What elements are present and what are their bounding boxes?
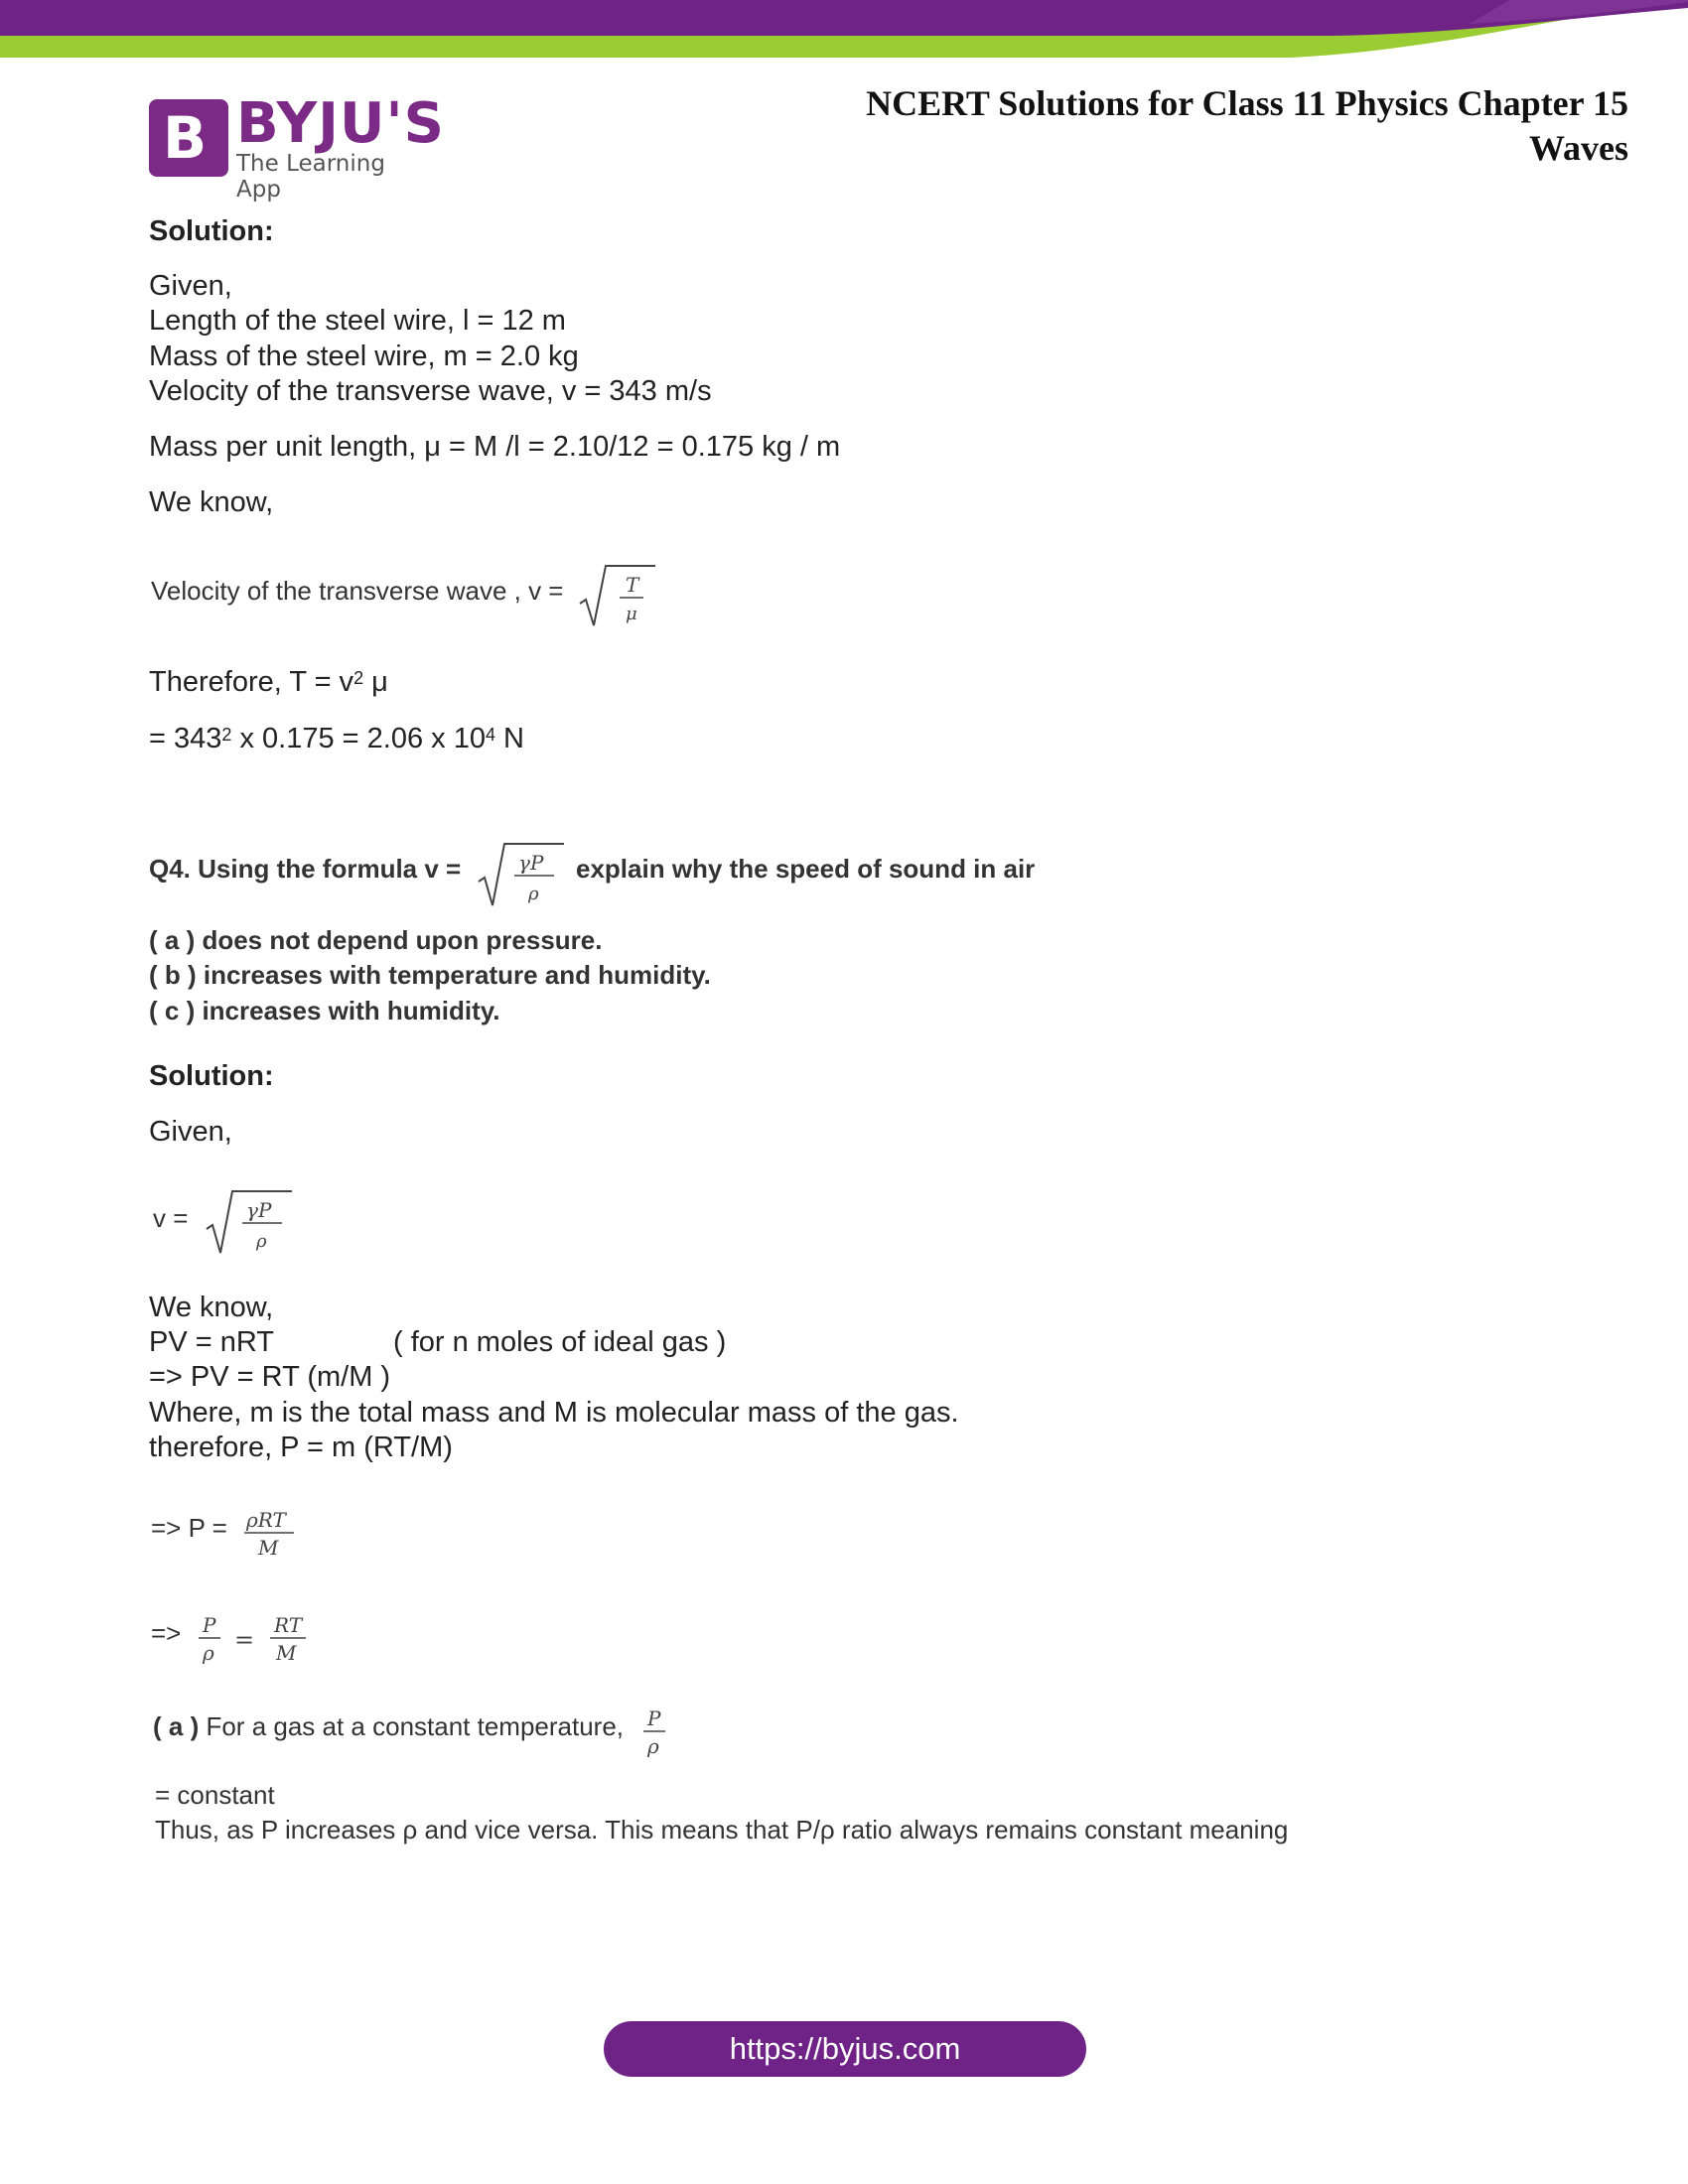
- given-length: Length of the steel wire, l = 12 m: [149, 305, 566, 337]
- explanation-text: Thus, as P increases ρ and vice versa. This means that P/ρ ratio always remains constant meaning: [155, 1815, 1289, 1844]
- logo-tagline: The Learning App: [236, 151, 385, 203]
- tension-relation-tail: μ: [363, 666, 388, 698]
- tension-relation-text: Therefore, T = v: [149, 666, 354, 698]
- ideal-gas-law-mass-form: => PV = RT (m/M ): [149, 1361, 391, 1393]
- rho-rt-over-m-fraction: [242, 1503, 312, 1563]
- svg-text:μ: μ: [626, 604, 637, 624]
- ideal-gas-law-equation: PV = nRT: [149, 1326, 274, 1358]
- tension-calculation: [149, 722, 524, 756]
- svg-text:ρ: ρ: [647, 1734, 659, 1758]
- part-a-answer: [149, 1702, 745, 1761]
- given-label: Given,: [149, 270, 232, 302]
- p-over-rho-fraction: [637, 1702, 677, 1761]
- ratio-formula: [149, 1608, 367, 1668]
- logo-badge-letter: B: [163, 104, 208, 172]
- svg-text:ρ: ρ: [528, 884, 539, 904]
- given-velocity: Velocity of the transverse wave, v = 343 m/s: [149, 375, 712, 407]
- given-velocity-formula: [149, 1187, 348, 1259]
- ideal-gas-law: [149, 1325, 726, 1360]
- mass-definition: Where, m is the total mass and M is molecular mass of the gas.: [149, 1397, 959, 1429]
- given-mass: Mass of the steel wire, m = 2.0 kg: [149, 341, 579, 372]
- part-a-label: ( a ): [153, 1711, 200, 1741]
- solution-heading: Solution:: [149, 215, 274, 247]
- question-4-part-c: ( c ) increases with humidity.: [149, 996, 500, 1025]
- website-link[interactable]: https://byjus.com: [604, 2021, 1086, 2077]
- svg-text:M: M: [276, 1641, 297, 1665]
- question-4-part-b: ( b ) increases with temperature and humidity.: [149, 960, 711, 990]
- document-title-line2: Waves: [1528, 128, 1628, 168]
- svg-text:ρ: ρ: [256, 1231, 267, 1252]
- we-know-label: We know,: [149, 486, 274, 518]
- sqrt-t-over-mu-formula: [578, 562, 657, 631]
- solution-2-given: Given,: [149, 1116, 232, 1148]
- constant-note: = constant: [155, 1780, 275, 1810]
- p-equals-label: => P =: [151, 1513, 227, 1543]
- calc-mid: x 0.175 = 2.06 x 10: [231, 723, 486, 754]
- svg-text:γP: γP: [518, 851, 544, 875]
- svg-text:γP: γP: [246, 1198, 272, 1222]
- solution-2-we-know: We know,: [149, 1292, 274, 1323]
- svg-text:RT: RT: [274, 1613, 303, 1637]
- logo-badge: [149, 99, 228, 177]
- mass-per-unit-length: Mass per unit length, μ = M /l = 2.10/12 = 0.175 kg / m: [149, 431, 841, 463]
- part-a-text: For a gas at a constant temperature,: [206, 1711, 625, 1741]
- svg-text:M: M: [258, 1536, 279, 1560]
- document-title-line1: NCERT Solutions for Class 11 Physics Chapter 15: [866, 83, 1628, 123]
- solution-2-heading: Solution:: [149, 1060, 274, 1092]
- pressure-density-formula: [149, 1503, 348, 1563]
- question-4-part-a: ( a ) does not depend upon pressure.: [149, 925, 603, 955]
- p-over-rho-equals-rt-over-m: [195, 1608, 344, 1668]
- byjus-logo[interactable]: [149, 91, 445, 203]
- svg-text:T: T: [626, 573, 639, 597]
- calc-exponent-1: 2: [221, 725, 232, 745]
- calc-tail: N: [494, 723, 524, 754]
- calc-pre: = 343: [149, 723, 222, 754]
- logo-wordmark: BYJU'S: [236, 91, 445, 156]
- svg-text:P: P: [647, 1706, 661, 1730]
- question-4-suffix: explain why the speed of sound in air: [576, 854, 1036, 884]
- ratio-arrow-label: =>: [151, 1618, 182, 1648]
- top-banner: [0, 0, 1688, 62]
- calc-exponent-2: 4: [485, 725, 495, 745]
- sqrt-gamma-p-over-rho-given: [205, 1187, 296, 1259]
- pressure-relation: therefore, P = m (RT/M): [149, 1432, 453, 1463]
- tension-exponent: 2: [353, 668, 364, 688]
- document-title: [735, 81, 1628, 171]
- question-4-prefix: Q4. Using the formula v =: [149, 854, 462, 884]
- svg-text:ρRT: ρRT: [246, 1508, 286, 1532]
- tension-relation: [149, 665, 388, 700]
- sqrt-gamma-p-over-rho-formula: [477, 840, 568, 911]
- part-a-answer-text: [153, 1711, 624, 1742]
- ideal-gas-law-note: ( for n moles of ideal gas ): [393, 1326, 727, 1358]
- svg-text:=: =: [234, 1626, 255, 1654]
- svg-text:P: P: [203, 1613, 216, 1637]
- velocity-formula-label: Velocity of the transverse wave , v =: [151, 576, 564, 606]
- svg-text:ρ: ρ: [203, 1641, 214, 1665]
- v-equals-label: v =: [153, 1203, 189, 1233]
- question-4: [149, 840, 1142, 909]
